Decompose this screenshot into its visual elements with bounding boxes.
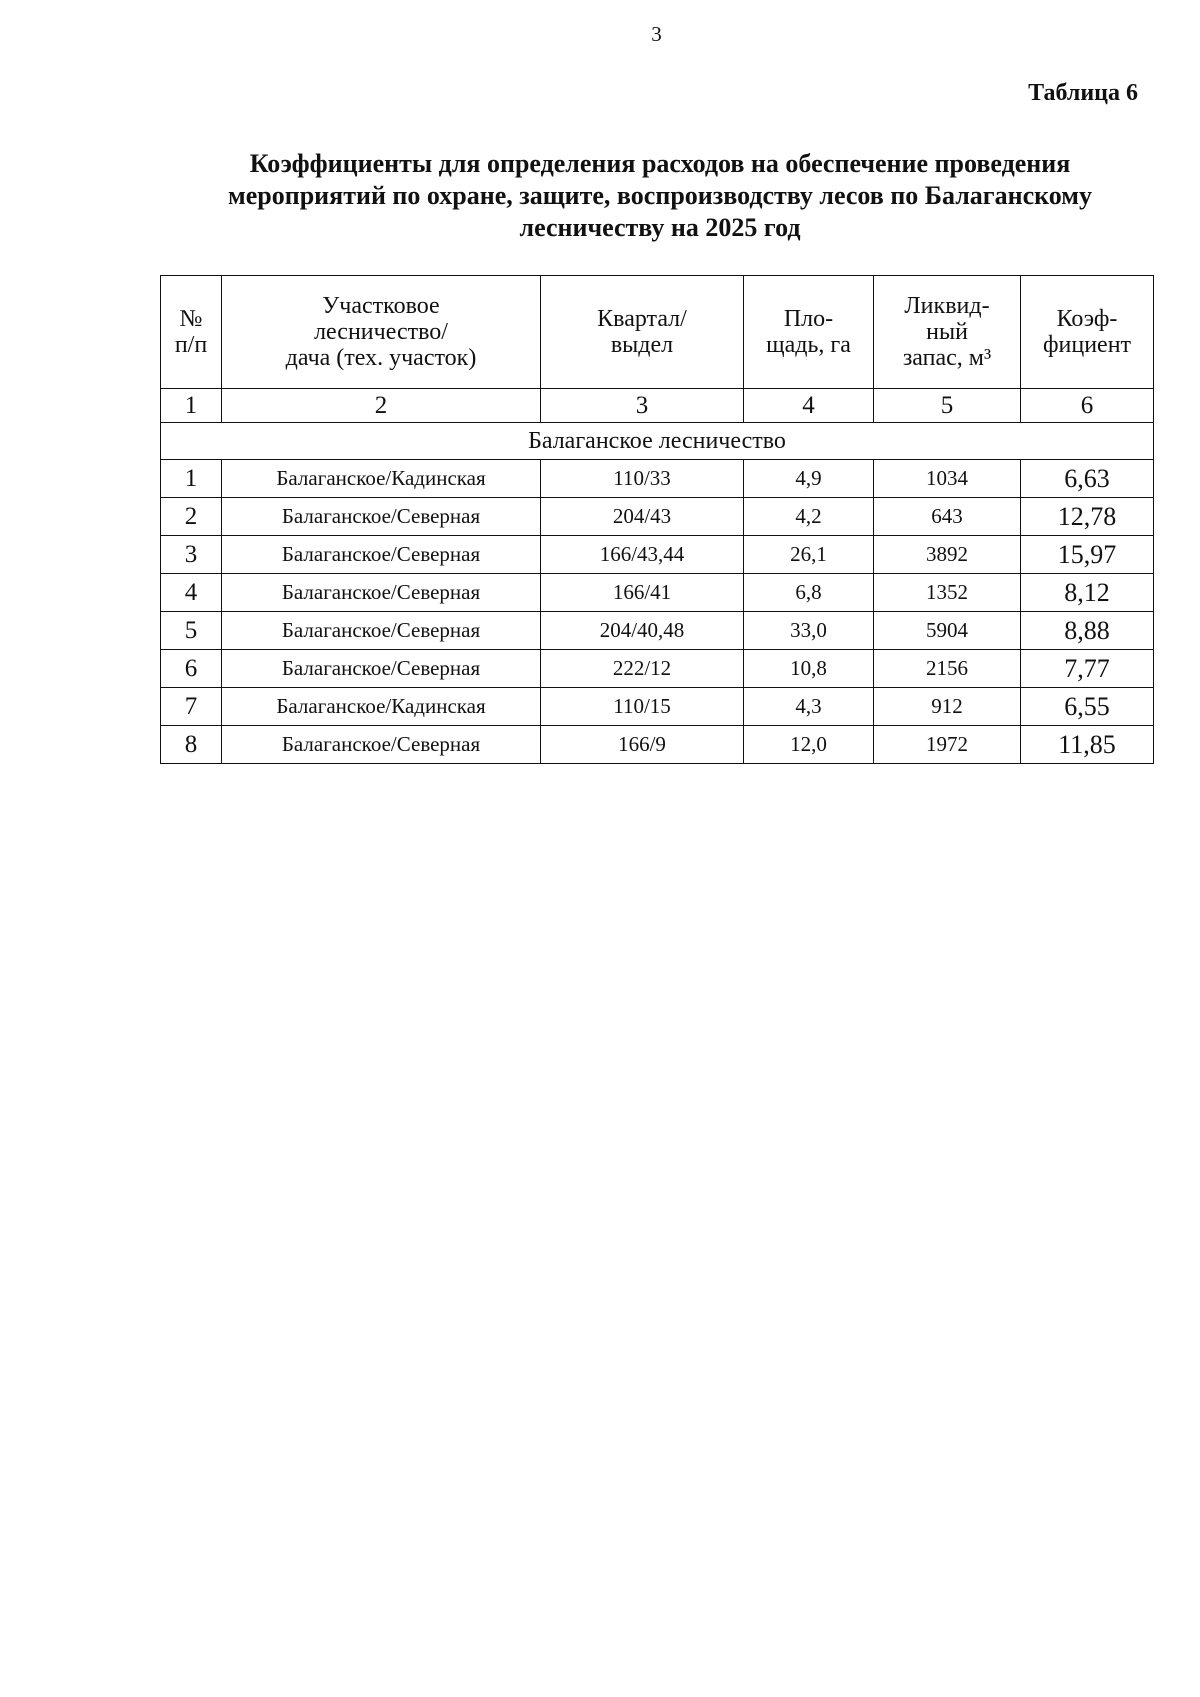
column-number: 3 [541,389,744,423]
column-number: 1 [161,389,222,423]
row-number-cell: 2 [161,498,222,536]
stock-cell: 1972 [874,726,1021,764]
coefficient-cell: 12,78 [1021,498,1154,536]
column-numbers-row [161,389,1154,423]
row-number-cell: 5 [161,612,222,650]
coefficient-cell: 8,88 [1021,612,1154,650]
row-number-cell: 1 [161,460,222,498]
coefficient-cell: 15,97 [1021,536,1154,574]
header-area: Пло- щадь, га [744,276,874,389]
area-cell: 4,3 [744,688,874,726]
table-row [161,612,1154,650]
header-stock: Ликвид- ный запас, м³ [874,276,1021,389]
coefficient-cell: 6,55 [1021,688,1154,726]
block-cell: 166/43,44 [541,536,744,574]
table-label: Таблица 6 [1028,80,1138,106]
coefficient-cell: 11,85 [1021,726,1154,764]
table-row [161,688,1154,726]
district-cell: Балаганское/Кадинская [222,460,541,498]
title-line: лесничеству на 2025 год [519,213,801,242]
row-number-cell: 7 [161,688,222,726]
table-row [161,726,1154,764]
row-number-cell: 4 [161,574,222,612]
block-cell: 166/41 [541,574,744,612]
district-cell: Балаганское/Северная [222,498,541,536]
title-line: мероприятий по охране, защите, воспроизводству лесов по Балаганскому [228,181,1092,210]
section-row [161,423,1154,460]
coefficient-cell: 6,63 [1021,460,1154,498]
page-number: 3 [651,22,662,46]
document-title [160,148,1160,244]
district-cell: Балаганское/Северная [222,612,541,650]
block-cell: 110/15 [541,688,744,726]
block-cell: 166/9 [541,726,744,764]
header-district: Участковое лесничество/ дача (тех. участок) [222,276,541,389]
row-number-cell: 3 [161,536,222,574]
table-row [161,574,1154,612]
stock-cell: 3892 [874,536,1021,574]
area-cell: 10,8 [744,650,874,688]
coefficient-cell: 8,12 [1021,574,1154,612]
stock-cell: 643 [874,498,1021,536]
column-number: 4 [744,389,874,423]
block-cell: 222/12 [541,650,744,688]
row-number-cell: 6 [161,650,222,688]
table-row [161,650,1154,688]
district-cell: Балаганское/Кадинская [222,688,541,726]
section-title: Балаганское лесничество [161,423,1154,460]
area-cell: 6,8 [744,574,874,612]
column-number: 5 [874,389,1021,423]
header-number: № п/п [161,276,222,389]
stock-cell: 5904 [874,612,1021,650]
header-row [161,276,1154,389]
block-cell: 110/33 [541,460,744,498]
block-cell: 204/40,48 [541,612,744,650]
coefficient-cell: 7,77 [1021,650,1154,688]
table-row [161,460,1154,498]
area-cell: 4,2 [744,498,874,536]
area-cell: 33,0 [744,612,874,650]
row-number-cell: 8 [161,726,222,764]
header-coefficient: Коэф- фициент [1021,276,1154,389]
column-number: 2 [222,389,541,423]
stock-cell: 912 [874,688,1021,726]
stock-cell: 2156 [874,650,1021,688]
area-cell: 12,0 [744,726,874,764]
area-cell: 26,1 [744,536,874,574]
district-cell: Балаганское/Северная [222,650,541,688]
area-cell: 4,9 [744,460,874,498]
table-row [161,536,1154,574]
stock-cell: 1352 [874,574,1021,612]
title-line: Коэффициенты для определения расходов на обеспечение проведения [249,149,1071,178]
column-number: 6 [1021,389,1154,423]
header-block: Квартал/ выдел [541,276,744,389]
stock-cell: 1034 [874,460,1021,498]
block-cell: 204/43 [541,498,744,536]
table-row [161,498,1154,536]
district-cell: Балаганское/Северная [222,574,541,612]
coefficients-table [160,275,1154,764]
district-cell: Балаганское/Северная [222,726,541,764]
district-cell: Балаганское/Северная [222,536,541,574]
